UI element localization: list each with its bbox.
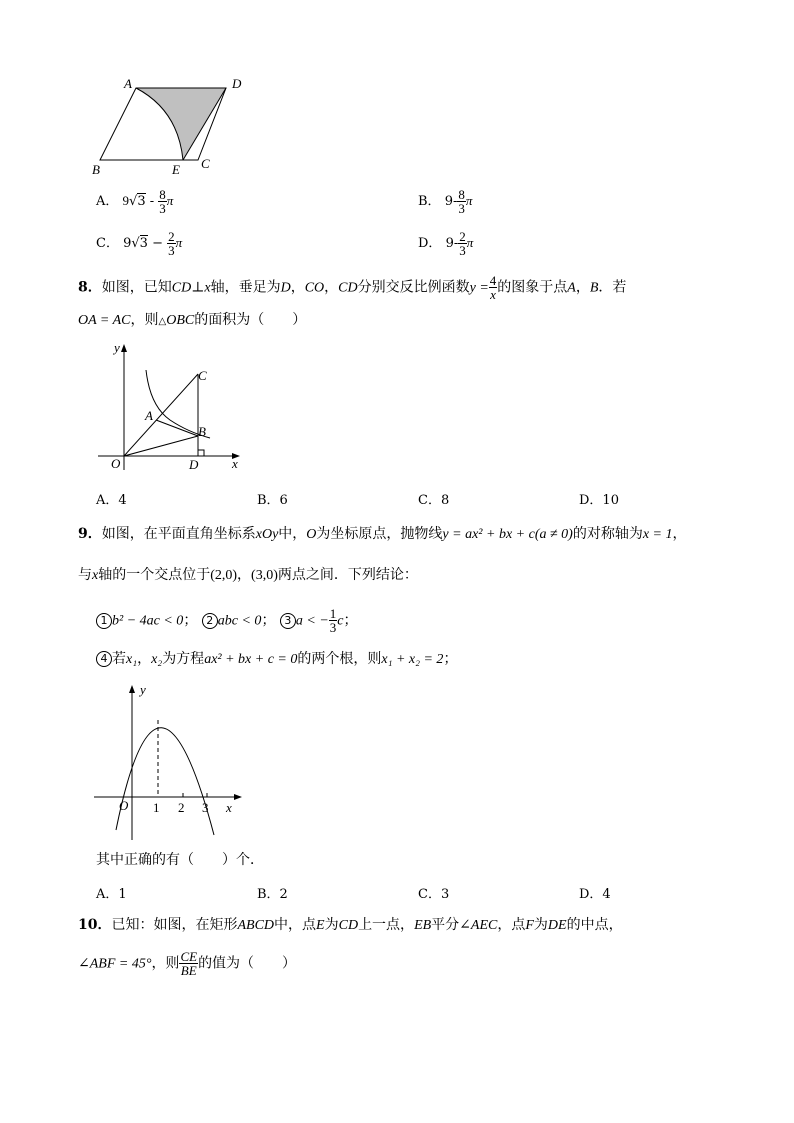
option-value: 9 bbox=[122, 193, 130, 208]
q9-option-a[interactable]: A．1 bbox=[96, 887, 127, 902]
text: ，点 bbox=[497, 917, 526, 933]
label-a: A bbox=[145, 408, 153, 423]
q10-line1 bbox=[78, 915, 623, 936]
q9-line2 bbox=[78, 565, 418, 586]
denominator: 3 bbox=[159, 201, 166, 216]
q9-line1 bbox=[78, 524, 687, 545]
text: 已知：如图，在矩形 bbox=[111, 917, 238, 933]
text: ， bbox=[237, 567, 252, 583]
segment-oc bbox=[124, 374, 198, 456]
radicand: 3 bbox=[139, 236, 148, 251]
math: x₁ + x₂ = 2 bbox=[381, 652, 444, 667]
label-x: x bbox=[232, 456, 238, 471]
math: b² − 4ac < 0 bbox=[112, 613, 184, 629]
text: 为方程 bbox=[162, 651, 205, 667]
label-b: B bbox=[92, 162, 100, 177]
math: a < − bbox=[295, 613, 329, 629]
text: 为坐标原点，抛物线 bbox=[316, 526, 443, 542]
question-number: 9． bbox=[78, 526, 102, 542]
text: 平分 bbox=[431, 917, 460, 933]
q7-option-c[interactable] bbox=[96, 230, 182, 257]
text: 中， bbox=[278, 526, 307, 542]
denominator: 3 bbox=[458, 201, 465, 216]
math: CD bbox=[338, 280, 358, 296]
text: ， bbox=[575, 279, 590, 296]
text: 的面积为（ ） bbox=[194, 312, 307, 328]
option-letter: C． bbox=[96, 236, 119, 251]
circled-number-icon: 3 bbox=[280, 613, 296, 629]
q8-option-d[interactable]: D．10 bbox=[579, 493, 619, 508]
label-x: x bbox=[226, 800, 232, 815]
right-angle-mark bbox=[198, 450, 204, 456]
text: 上一点， bbox=[358, 917, 415, 933]
math: OA = AC bbox=[78, 313, 131, 328]
label-2: 2 bbox=[178, 800, 185, 815]
label-y: y bbox=[140, 682, 146, 697]
text: ； bbox=[343, 612, 358, 629]
text: 中，点 bbox=[274, 917, 317, 933]
text: 为 bbox=[324, 917, 339, 933]
math: EB bbox=[414, 918, 432, 933]
text: ； bbox=[183, 612, 198, 629]
option-letter: D． bbox=[418, 236, 442, 251]
q9-conclusion-4 bbox=[96, 649, 457, 670]
circled-number-icon: 4 bbox=[96, 651, 112, 667]
fraction bbox=[167, 230, 176, 257]
q9-conclusions-1-3 bbox=[96, 607, 358, 634]
pi: π bbox=[175, 235, 183, 250]
math: x bbox=[92, 568, 99, 583]
label-a: A bbox=[124, 76, 132, 91]
minus: - bbox=[149, 194, 155, 209]
text: 轴的一个交点位于 bbox=[98, 567, 211, 583]
text: ，则 bbox=[151, 955, 180, 972]
math: ABCD bbox=[237, 918, 275, 933]
q9-question: 其中正确的有（ ）个． bbox=[96, 852, 264, 868]
text: ； bbox=[443, 651, 458, 667]
text: 的对称轴为 bbox=[572, 526, 643, 542]
fraction bbox=[457, 188, 466, 215]
q8-line2 bbox=[78, 310, 306, 332]
y-arrow bbox=[129, 685, 135, 693]
q7-option-d[interactable] bbox=[418, 230, 473, 257]
fraction bbox=[158, 188, 167, 215]
math: y = bbox=[469, 280, 489, 296]
denominator: 3 bbox=[168, 243, 175, 258]
q10-line2 bbox=[78, 950, 296, 977]
pi: π bbox=[466, 235, 474, 250]
label-e: E bbox=[172, 162, 180, 177]
denominator: 3 bbox=[459, 243, 466, 258]
text: 的值为（ ） bbox=[198, 955, 297, 972]
math: O bbox=[306, 527, 317, 542]
option-letter: A． bbox=[96, 194, 119, 209]
math: (3,0) bbox=[251, 568, 278, 583]
radicand: 3 bbox=[137, 194, 146, 209]
math: E bbox=[316, 918, 325, 933]
denominator: 3 bbox=[329, 620, 337, 635]
label-d: D bbox=[232, 76, 242, 91]
text: 为 bbox=[533, 917, 548, 933]
fraction bbox=[458, 230, 467, 257]
label-c: C bbox=[198, 368, 207, 383]
label-3: 3 bbox=[202, 800, 209, 815]
option-value: 9- bbox=[444, 194, 458, 209]
question-number: 10． bbox=[78, 917, 112, 933]
label-o: O bbox=[119, 798, 129, 813]
text: 的两个根，则 bbox=[297, 651, 382, 667]
text: 分别交反比例函数 bbox=[357, 279, 470, 296]
numerator: 2 bbox=[459, 229, 466, 244]
sqrt-sign: √ bbox=[131, 236, 140, 251]
q9-option-c[interactable]: C．3 bbox=[418, 887, 450, 902]
math: y = ax² + bx + c(a ≠ 0) bbox=[442, 527, 573, 542]
text: ， bbox=[290, 279, 305, 296]
text: 的图象于点 bbox=[497, 279, 568, 296]
math: DE bbox=[547, 918, 567, 933]
x-arrow bbox=[234, 794, 242, 800]
text: ， bbox=[324, 279, 339, 296]
label-1: 1 bbox=[153, 800, 160, 815]
numerator: 4 bbox=[489, 273, 497, 288]
label-d: D bbox=[189, 457, 199, 472]
q8-option-a[interactable]: A．4 bbox=[96, 493, 127, 508]
numerator: 1 bbox=[329, 606, 337, 621]
label-b: B bbox=[198, 424, 206, 439]
math: B bbox=[589, 280, 599, 296]
q7-option-a[interactable] bbox=[96, 188, 173, 215]
option-letter: B． bbox=[418, 194, 441, 209]
text: 与 bbox=[78, 567, 92, 583]
question-number: 8． bbox=[78, 279, 102, 296]
fraction bbox=[179, 950, 198, 977]
label-o: O bbox=[111, 456, 121, 471]
math: CD bbox=[171, 280, 192, 296]
text: 如图，已知 bbox=[101, 279, 172, 296]
numerator: 8 bbox=[458, 187, 465, 202]
text: ， bbox=[137, 651, 152, 667]
q9-option-b[interactable]: B．2 bbox=[257, 887, 288, 902]
math: D bbox=[280, 280, 291, 296]
numerator: CE bbox=[180, 949, 198, 964]
minus: − bbox=[152, 236, 163, 251]
math: ∠ABF = 45° bbox=[78, 956, 152, 972]
q7-figure bbox=[88, 72, 258, 180]
text: 若 bbox=[112, 651, 126, 667]
math: ⊥ bbox=[191, 279, 205, 296]
q9-figure bbox=[90, 680, 250, 845]
q9-option-d[interactable]: D．4 bbox=[579, 887, 611, 902]
text: ； bbox=[261, 612, 276, 629]
pi: π bbox=[166, 193, 174, 208]
segment-ob bbox=[124, 436, 198, 456]
math: x bbox=[204, 280, 211, 296]
math: F bbox=[525, 918, 534, 933]
math: xOy bbox=[255, 527, 279, 542]
segment-ab bbox=[156, 420, 198, 436]
text: 的中点， bbox=[566, 917, 623, 933]
label-c: C bbox=[201, 156, 210, 171]
numerator: 2 bbox=[168, 229, 175, 244]
numerator: 8 bbox=[159, 187, 166, 202]
option-value: 9 bbox=[123, 236, 132, 251]
circled-number-icon: 2 bbox=[202, 613, 218, 629]
label-y: y bbox=[114, 340, 120, 355]
math: c bbox=[337, 613, 344, 629]
text: 如图，在平面直角坐标系 bbox=[101, 526, 256, 542]
text: 轴，垂足为 bbox=[210, 279, 281, 296]
triangle-symbol: △ bbox=[158, 316, 167, 327]
text: ，则 bbox=[130, 312, 159, 328]
parabola bbox=[116, 728, 214, 835]
sqrt-sign: √ bbox=[129, 194, 138, 209]
text: 两点之间．下列结论： bbox=[277, 567, 418, 583]
math: (2,0) bbox=[210, 568, 238, 583]
denominator: x bbox=[490, 287, 496, 302]
q8-line1 bbox=[78, 274, 626, 301]
math: ∠AEC bbox=[459, 918, 498, 933]
option-value: 9- bbox=[445, 236, 459, 251]
y-arrow bbox=[121, 344, 127, 352]
math: x = 1 bbox=[642, 527, 673, 542]
denominator: BE bbox=[180, 963, 197, 978]
pi: π bbox=[465, 193, 473, 208]
math: x₂ bbox=[151, 652, 163, 667]
math: abc < 0 bbox=[217, 613, 262, 629]
math: CO bbox=[304, 280, 325, 296]
q8-option-c[interactable]: C．8 bbox=[418, 493, 450, 508]
q8-option-b[interactable]: B．6 bbox=[257, 493, 288, 508]
math: OBC bbox=[166, 313, 195, 328]
math: ax² + bx + c = 0 bbox=[204, 652, 298, 667]
math: A bbox=[567, 280, 576, 296]
text: ．若 bbox=[598, 279, 627, 296]
text: ， bbox=[672, 526, 687, 542]
q8-figure bbox=[96, 340, 246, 475]
q7-option-b[interactable] bbox=[418, 188, 472, 215]
circled-number-icon: 1 bbox=[96, 613, 112, 629]
math: x₁ bbox=[126, 652, 138, 667]
math: CD bbox=[338, 918, 359, 933]
